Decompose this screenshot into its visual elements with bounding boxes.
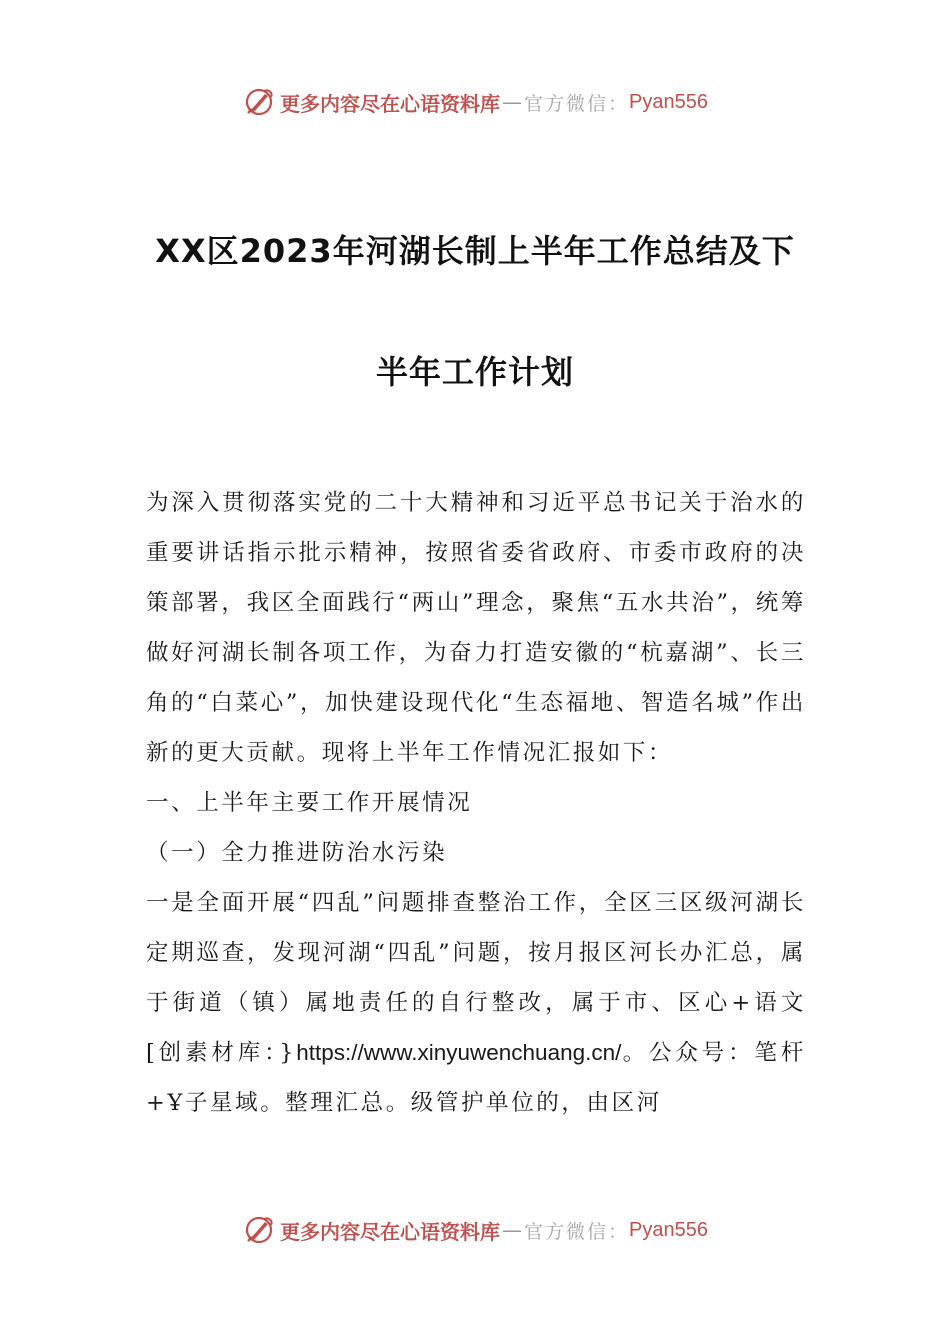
watermark-library-name: 更多内容尽在心语资料库: [280, 91, 500, 116]
footer-watermark: [0, 1210, 950, 1250]
paragraph-text-end: 。公众号：笔杆+Ұ子星域。整理汇总。级管护单位的，由区河: [146, 1040, 807, 1116]
quill-pen-logo-icon: [242, 85, 276, 119]
header-watermark: [0, 82, 950, 122]
watermark-library-name: 更多内容尽在心语资料库: [280, 1219, 500, 1244]
source-url-text: https://www.xinyuwenchuang.cn/: [296, 1040, 622, 1065]
document-title-line-2: 半年工作计划: [375, 353, 574, 391]
watermark-wechat-label: 官方微信：: [524, 1220, 630, 1243]
document-title-line-1: XX区2023年河湖长制上半年工作总结及下: [155, 232, 795, 270]
document-body: [146, 478, 806, 1128]
paragraph-text-start: 一是全面开展“四乱”问题排查整治工作，全区三区级河湖长定期巡查，发现河湖“四乱”问题，按月报区河长办汇总，属于街道（镇）属地责任的自行整改，属于市、区心+语文[创素材库：}: [146, 890, 806, 1066]
watermark-dash: —: [502, 90, 522, 114]
watermark-wechat-label: 官方微信：: [524, 92, 630, 115]
section-heading-1: 一、上半年主要工作开展情况: [146, 790, 473, 816]
section-heading-2: （一）全力推进防治水污染: [146, 840, 448, 866]
body-paragraph-1: [146, 878, 806, 1128]
quill-pen-logo-icon: [242, 1213, 276, 1247]
watermark-wechat-id: Pyan556: [629, 90, 708, 113]
watermark-dash: —: [502, 1218, 522, 1242]
intro-paragraph: 为深入贯彻落实党的二十大精神和习近平总书记关于治水的重要讲话指示批示精神，按照省委省政府、市委市政府的决策部署，我区全面践行“两山”理念，聚焦“五水共治”，统筹做好河湖长制各项工作，为奋力打造安徽的“杭嘉湖”、长三角的“白菜心”，加快建设现代化“生态福地、智造名城”作出新的更大贡献。现将上半年工作情况汇报如下：: [146, 490, 806, 766]
watermark-wechat-id: Pyan556: [629, 1218, 708, 1241]
